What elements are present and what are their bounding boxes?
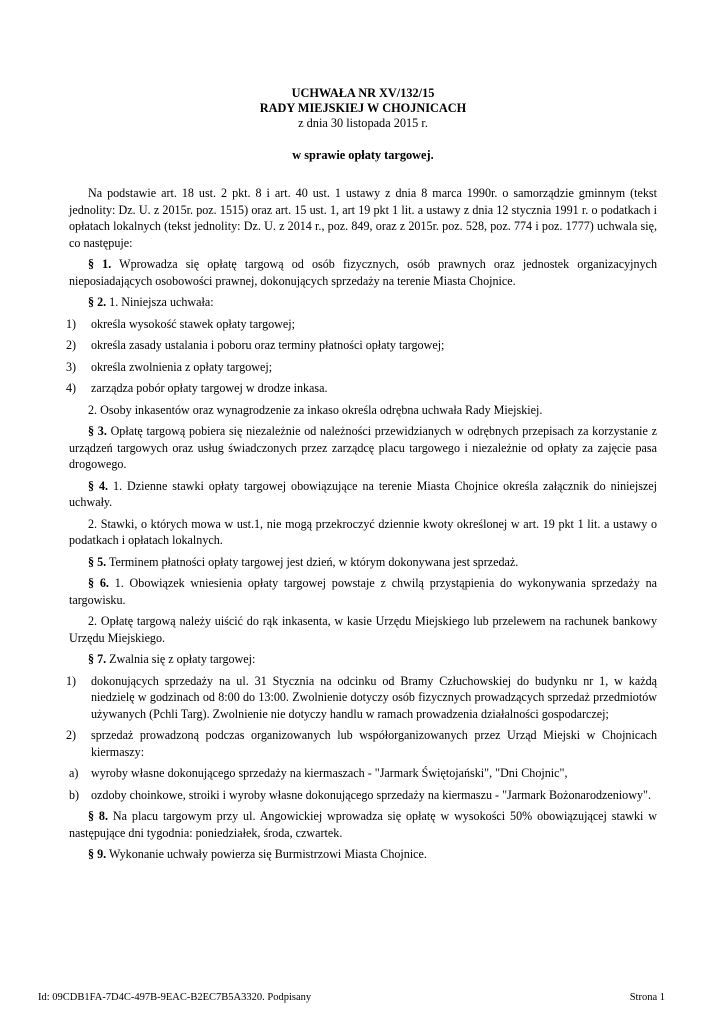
list-item bbox=[66, 359, 657, 376]
item-text: zarządza pobór opłaty targowej w drodze inkasa. bbox=[91, 381, 328, 395]
section-4 bbox=[69, 478, 657, 511]
list-item bbox=[66, 337, 657, 354]
item-letter: a) bbox=[69, 766, 79, 780]
item-text: dokonujących sprzedaży na ul. 31 Stycznia na odcinku od Bramy Człuchowskiej do budynku nr 1, w każdą niedzielę w godzinach od 8:00 do 13:00. Zwolnienie dotyczy osób fizycznych prowadzących sprzedaż przedmiotów używanych (Pchli Targ). Zwolnienie nie dotyczy handlu w ramach prowadzenia działalności gospodarczej; bbox=[91, 673, 657, 721]
list-item bbox=[66, 673, 657, 723]
section-text: 1. Dzienne stawki opłaty targowej obowiązujące na terenie Miasta Chojnice określa załącznik do niniejszej uchwały. bbox=[69, 478, 658, 509]
section-mark: § 4. bbox=[88, 478, 109, 493]
resolution-subject: w sprawie opłaty targowej. bbox=[292, 148, 434, 162]
document-id: Id: 09CDB1FA-7D4C-497B-9EAC-B2EC7B5A3320. Podpisany bbox=[38, 992, 312, 1003]
item-text: określa zwolnienia z opłaty targowej; bbox=[91, 359, 273, 374]
section-3 bbox=[69, 423, 657, 473]
section-2 bbox=[69, 294, 657, 311]
list-item bbox=[66, 316, 657, 333]
section-text: Na placu targowym przy ul. Angowickiej wprowadza się opłatę w wysokości 50% obowiązującej stawki w następujące dni tygodnia: poniedziałek, środa, czwartek. bbox=[69, 809, 657, 840]
section-text: Terminem płatności opłaty targowej jest dzień, w którym dokonywana jest sprzedaż. bbox=[106, 554, 519, 569]
item-text: określa zasady ustalania i poboru oraz terminy płatności opłaty targowej; bbox=[91, 338, 445, 352]
item-text: określa wysokość stawek opłaty targowej; bbox=[91, 316, 295, 331]
section-mark: § 6. bbox=[88, 576, 109, 590]
item-number: 4) bbox=[66, 381, 77, 395]
section-1 bbox=[69, 256, 657, 289]
item-text: wyroby własne dokonującego sprzedaży na kiermaszach - "Jarmark Świętojański", "Dni Chojnic", bbox=[91, 766, 568, 780]
section-mark: § 2. bbox=[88, 295, 107, 309]
section-mark: § 9. bbox=[88, 847, 107, 861]
section-text: Wykonanie uchwały powierza się Burmistrzowi Miasta Chojnice. bbox=[106, 847, 427, 861]
section-mark: § 5. bbox=[88, 554, 107, 569]
list-item bbox=[66, 380, 657, 397]
resolution-date: z dnia 30 listopada 2015 r. bbox=[298, 116, 428, 130]
section-mark: § 7. bbox=[88, 652, 107, 666]
section-8 bbox=[69, 808, 657, 841]
item-text: sprzedaż prowadzoną podczas organizowanych lub współorganizowanych przez Urząd Miejski w Chojnicach kiermaszy: bbox=[91, 728, 657, 759]
section-6-paragraph-2: 2. Opłatę targową należy uiścić do rąk inkasenta, w kasie Urzędu Miejskiego lub przelewem na rachunek bankowy Urzędu Miejskiego. bbox=[69, 614, 657, 645]
section-mark: § 8. bbox=[88, 809, 109, 823]
item-number: 2) bbox=[66, 728, 77, 742]
document-page bbox=[66, 86, 658, 863]
section-2-paragraph-2: 2. Osoby inkasentów oraz wynagrodzenie za inkaso określa odrębna uchwała Rady Miejskiej. bbox=[88, 402, 543, 417]
list-subitem bbox=[69, 787, 657, 804]
section-mark: § 1. bbox=[88, 257, 112, 271]
item-number: 3) bbox=[66, 359, 77, 374]
section-text: 1. Niniejsza uchwała: bbox=[106, 295, 214, 309]
item-number: 1) bbox=[66, 673, 77, 688]
list-item bbox=[66, 727, 657, 760]
section-text: 1. Obowiązek wniesienia opłaty targowej powstaje z chwilą przystąpienia do wykonywania sprzedaży na targowisku. bbox=[69, 576, 658, 607]
item-number: 1) bbox=[66, 316, 77, 331]
preamble: Na podstawie art. 18 ust. 2 pkt. 8 i art. 40 ust. 1 ustawy z dnia 8 marca 1990r. o samorządzie gminnym (tekst jednolity: Dz. U. z 2015r. poz. 1515) oraz art. 15 ust. 1, art 19 pkt 1 lit. a ustawy z dnia 12 stycznia 1991 r. o podatkach i opłatach lokalnych (tekst jednolity: Dz. U. z 2014 r., poz. 849, oraz z 2015r. poz. 528, poz. 774 i poz. 1777) uchwala się, co następuje: bbox=[69, 186, 657, 250]
section-text: Wprowadza się opłatę targową od osób fizycznych, osób prawnych oraz jednostek organizacyjnych nieposiadających osobowości prawnej, dokonujących sprzedaży na terenie Miasta Chojnice. bbox=[69, 257, 657, 288]
section-6 bbox=[69, 575, 657, 608]
item-letter: b) bbox=[69, 787, 80, 802]
document-header bbox=[69, 86, 657, 163]
page-number: Strona 1 bbox=[629, 992, 665, 1003]
section-4-paragraph-2: 2. Stawki, o których mowa w ust.1, nie mogą przekroczyć dziennie kwoty określonej w art. 19 pkt 1 lit. a ustawy o podatkach i opłatach lokalnych. bbox=[69, 516, 657, 547]
resolution-number: UCHWAŁA NR XV/132/15 bbox=[291, 86, 435, 100]
section-9 bbox=[69, 846, 657, 863]
section-5 bbox=[69, 554, 657, 571]
section-text: Zwalnia się z opłaty targowej: bbox=[106, 652, 256, 666]
item-text: ozdoby choinkowe, stroiki i wyroby własne dokonującego sprzedaży na kiermaszu - "Jarmark Bożonarodzeniowy". bbox=[91, 787, 651, 802]
item-number: 2) bbox=[66, 338, 77, 352]
council-name: RADY MIEJSKIEJ W CHOJNICACH bbox=[259, 101, 467, 115]
section-7 bbox=[69, 651, 657, 668]
section-text: Opłatę targową pobiera się niezależnie od należności przewidzianych w odrębnych przepisach za korzystanie z urządzeń targowych oraz usług świadczonych przez zarządcę placu targowego i niezależnie od opłaty za zajęcie pasa drogowego. bbox=[69, 424, 657, 471]
list-subitem bbox=[69, 765, 657, 782]
section-mark: § 3. bbox=[88, 424, 107, 438]
